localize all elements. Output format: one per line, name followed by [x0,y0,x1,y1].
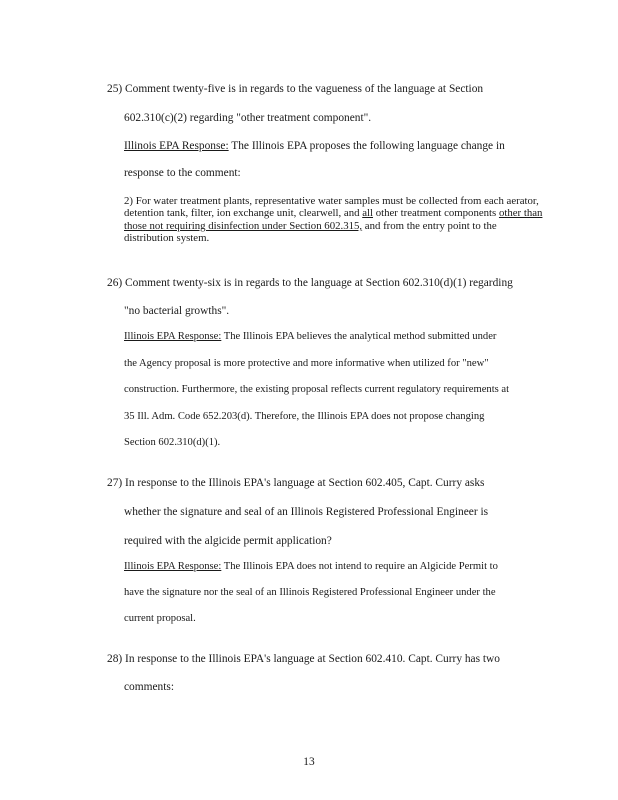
quote-inserted-text: other than those not requiring disinfection under Section 602.315, [124,207,543,232]
comment-27-line-3: required with the algicide permit application? [124,535,332,547]
comment-25-line-2: 602.310(c)(2) regarding "other treatment component". [124,112,372,124]
quote-text: 2) For water treatment plants, representative water samples must be collected from each aerator, detention tank, filter, ion exchange unit, clearwell, and [124,195,539,220]
comment-27-response [124,560,544,574]
response-text: The Illinois EPA believes the analytical method submitted under [221,331,497,342]
comment-27-line-1: 27) In response to the Illinois EPA's language at Section 602.405, Capt. Curry asks [107,477,485,489]
comment-26-line-6: 35 Ill. Adm. Code 652.203(d). Therefore, the Illinois EPA does not propose changing [124,411,485,422]
comment-25-response-line-2: response to the comment: [124,167,241,179]
comment-28-line-1: 28) In response to the Illinois EPA's language at Section 602.410. Capt. Curry has two [107,653,500,665]
comment-26-line-7: Section 602.310(d)(1). [124,437,221,448]
response-label: Illinois EPA Response: [124,561,222,572]
comment-26-line-2: "no bacterial growths". [124,305,230,317]
response-text: The Illinois EPA proposes the following language change in [228,140,505,152]
comment-27-line-5: have the signature nor the seal of an Illinois Registered Professional Engineer under the [124,587,496,598]
comment-26-line-4: the Agency proposal is more protective and more informative when utilized for "new" [124,358,489,369]
comment-27-line-2: whether the signature and seal of an Illinois Registered Professional Engineer is [124,506,489,518]
comment-26-response [124,330,544,344]
comment-26-line-5: construction. Furthermore, the existing proposal reflects current regulatory requirements at [124,384,510,395]
response-text: The Illinois EPA does not intend to require an Algicide Permit to [221,561,498,572]
quote-inserted-word: all [362,207,374,220]
comment-25-proposed-language [124,195,544,245]
quote-text: other treatment components [373,207,499,220]
quote-text: and from the entry point to the distribution system. [124,219,497,245]
response-label: Illinois EPA Response: [124,331,222,342]
page-number: 13 [303,756,315,768]
comment-26-line-1: 26) Comment twenty-six is in regards to the language at Section 602.310(d)(1) regarding [107,277,513,289]
comment-27-line-6: current proposal. [124,613,196,624]
response-label: Illinois EPA Response: [124,140,229,152]
comment-28-line-2: comments: [124,681,174,693]
comment-25-line-1: 25) Comment twenty-five is in regards to the vagueness of the language at Section [107,83,484,95]
comment-25-response [124,139,544,153]
